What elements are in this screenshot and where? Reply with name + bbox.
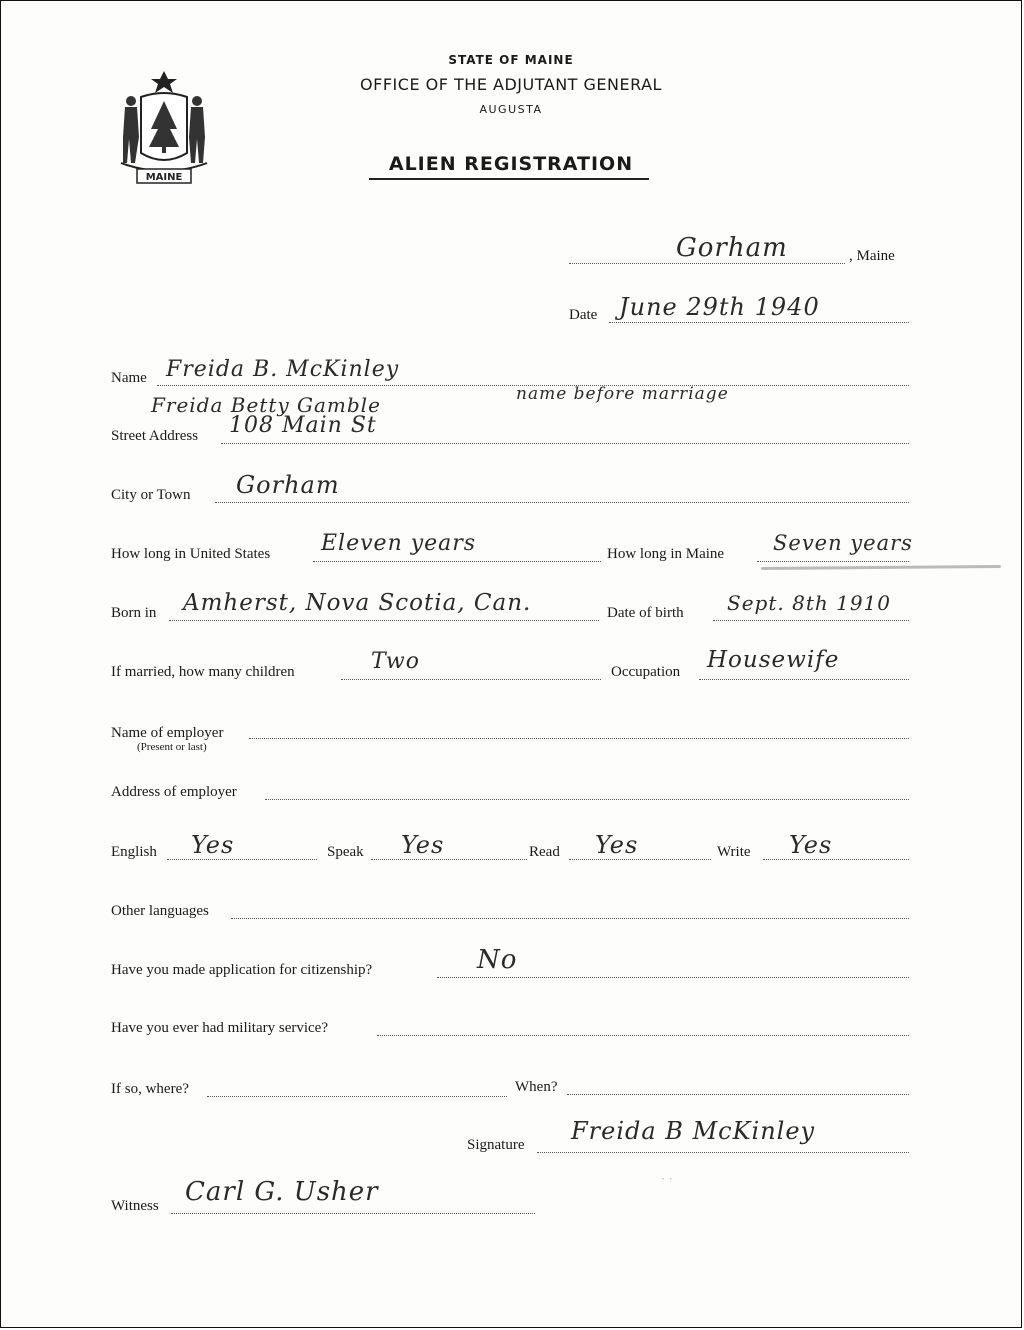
employer-address-line[interactable] [265,799,909,800]
city-line [215,502,909,503]
speak-line [371,859,527,860]
military-label: Have you ever had military service? [111,1020,328,1036]
maine-state-seal [111,67,217,191]
maine-duration-label: How long in Maine [607,546,725,562]
title-underline [369,178,649,180]
header-office: OFFICE OF THE ADJUTANT GENERAL [360,75,662,94]
write-label: Write [717,844,751,860]
write-value[interactable]: Yes [789,831,833,859]
header-state: STATE OF MAINE [448,53,574,67]
date-value[interactable]: June 29th 1940 [619,293,820,321]
town-value[interactable]: Gorham [676,233,788,263]
where-label: If so, where? [111,1081,189,1097]
city-label: City or Town [111,487,191,503]
seal-banner-text: MAINE [145,172,183,183]
name-value[interactable]: Freida B. McKinley [166,357,400,382]
occupation-label: Occupation [611,664,681,680]
street-value[interactable]: 108 Main St [229,413,377,438]
children-line [341,679,601,680]
name-label: Name [111,370,147,386]
header-city: AUGUSTA [479,103,543,116]
dob-value[interactable]: Sept. 8th 1910 [727,591,891,615]
born-line [169,620,599,621]
maine-duration-value[interactable]: Seven years [773,531,913,555]
maine-suffix: , Maine [849,248,895,264]
paper-speck: · · [661,1171,673,1186]
write-line [763,859,909,860]
occupation-value[interactable]: Housewife [707,647,840,673]
read-line [569,859,711,860]
english-value[interactable]: Yes [191,831,235,859]
citizenship-label: Have you made application for citizenship? [111,962,373,978]
read-value[interactable]: Yes [595,831,639,859]
speak-value[interactable]: Yes [401,831,445,859]
street-line [221,443,909,444]
where-line[interactable] [207,1096,507,1097]
us-duration-value[interactable]: Eleven years [321,531,477,556]
employer-label: Name of employer [111,725,224,741]
occupation-line [699,679,909,680]
date-label: Date [569,307,598,323]
form-title: ALIEN REGISTRATION [388,153,634,175]
speak-label: Speak [327,844,364,860]
when-label: When? [515,1079,558,1095]
when-line[interactable] [567,1094,909,1095]
dob-label: Date of birth [607,605,684,621]
witness-label: Witness [111,1198,159,1214]
date-line [609,322,909,323]
born-label: Born in [111,605,157,621]
english-label: English [111,844,157,860]
english-line [167,859,317,860]
maine-duration-line [757,561,909,562]
maiden-name-value[interactable]: Freida Betty Gamble [151,393,381,417]
us-duration-label: How long in United States [111,546,271,562]
other-languages-line[interactable] [231,918,909,919]
employer-sublabel: (Present or last) [137,741,207,753]
witness-line [171,1213,535,1214]
citizenship-value[interactable]: No [477,945,518,975]
children-label: If married, how many children [111,664,295,680]
street-label: Street Address [111,428,199,444]
us-duration-line [313,561,601,562]
witness-value[interactable]: Carl G. Usher [185,1177,379,1207]
military-line[interactable] [377,1035,909,1036]
employer-line[interactable] [249,738,909,739]
maiden-name-note: name before marriage [516,384,729,404]
dob-line [713,620,909,621]
town-line [569,263,845,264]
signature-label: Signature [467,1137,525,1153]
born-value[interactable]: Amherst, Nova Scotia, Can. [183,590,532,616]
signature-line [537,1152,909,1153]
signature-value[interactable]: Freida B McKinley [571,1117,816,1145]
pencil-mark [761,565,1001,570]
city-value[interactable]: Gorham [236,471,340,499]
other-languages-label: Other languages [111,903,209,919]
citizenship-line [437,977,909,978]
employer-address-label: Address of employer [111,784,237,800]
children-value[interactable]: Two [371,649,420,674]
read-label: Read [529,844,560,860]
